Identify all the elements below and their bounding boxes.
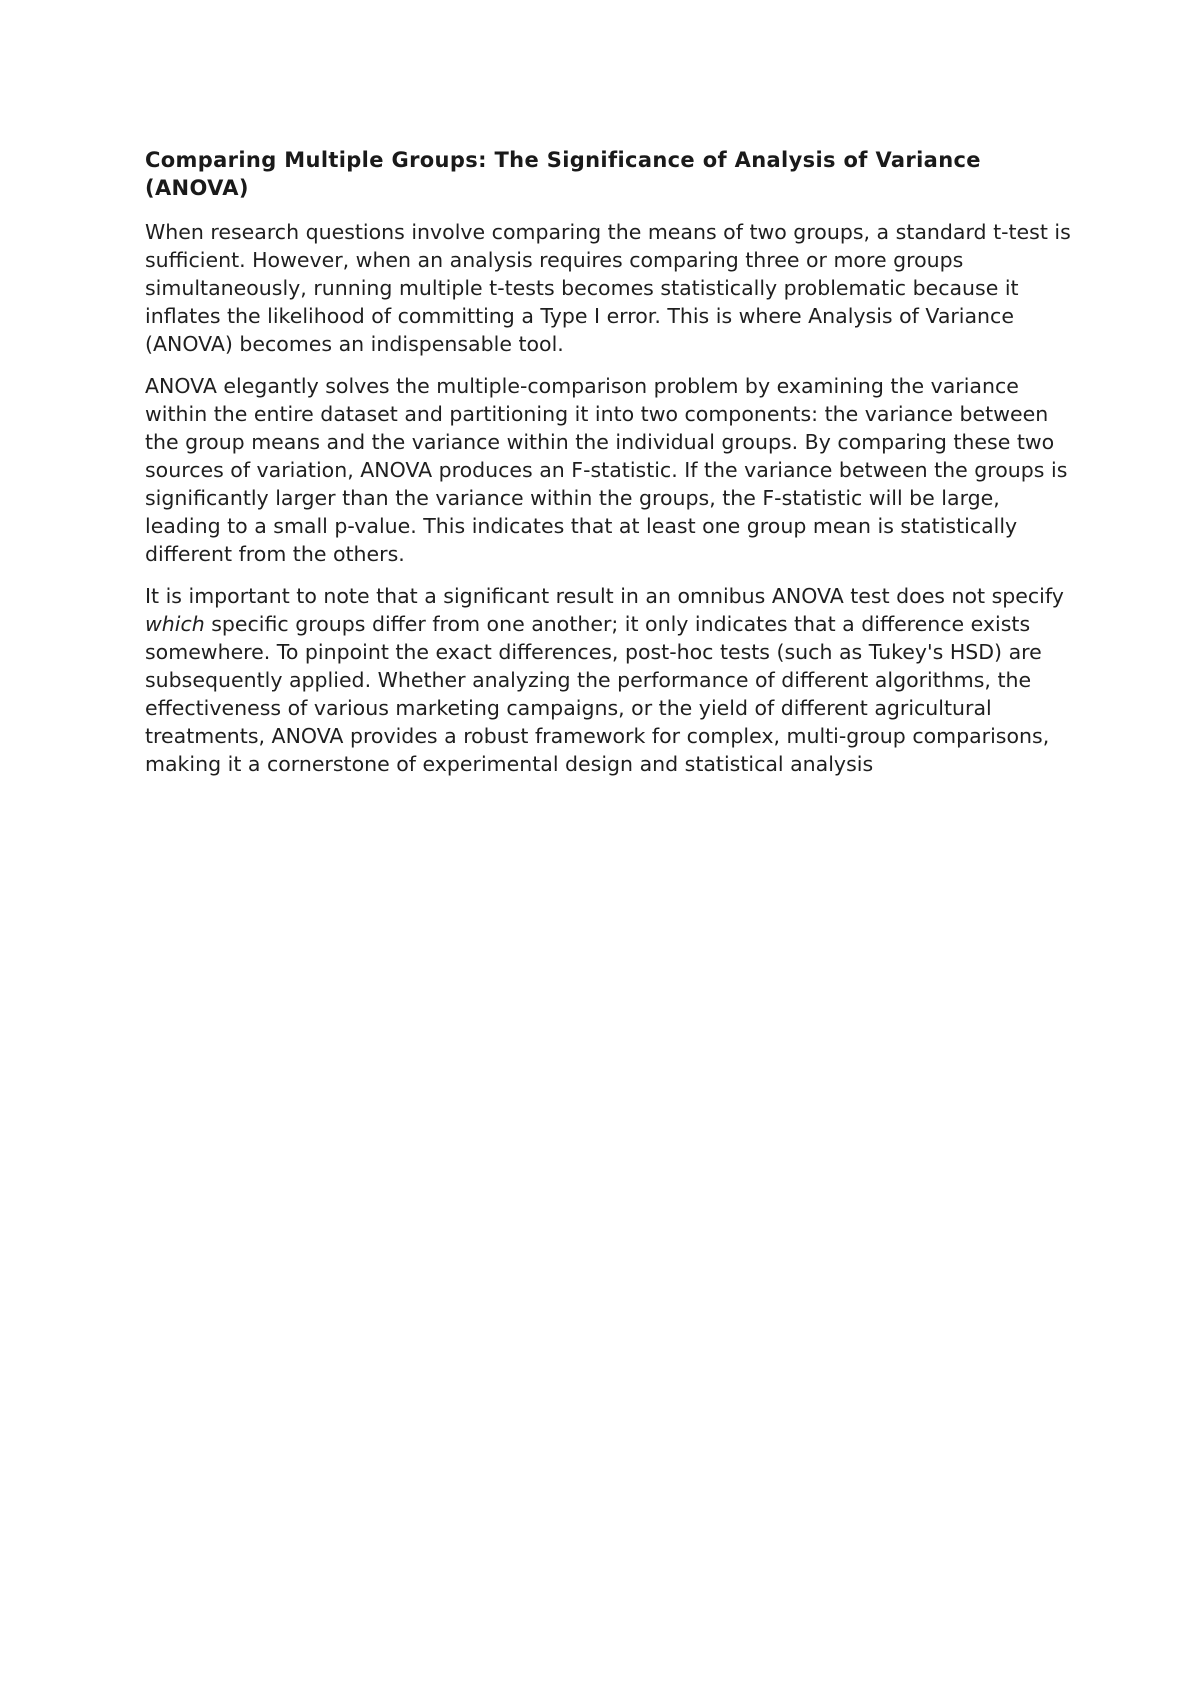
document-title: Comparing Multiple Groups: The Significance of Analysis of Variance (ANOVA) (145, 148, 981, 200)
paragraph-2: ANOVA elegantly solves the multiple-comparison problem by examining the variance within the entire dataset and partitioning it into two components: the variance between the group means and the variance within the individual groups. By comparing these two sources of variation, ANOVA produces an F-statistic. If the variance between the groups is significantly larger than the variance within the groups, the F-statistic will be large, leading to a small p-value. This indicates that at least one group mean is statistically different from the others. (145, 374, 1068, 566)
paragraph-3-after: specific groups differ from one another; it only indicates that a difference exists somewhere. To pinpoint the exact differences, post-hoc tests (such as Tukey's HSD) are subsequently applied. Whether analyzing the performance of different algorithms, the effectiveness of various marketing campaigns, or the yield of different agricultural treatments, ANOVA provides a robust framework for complex, multi-group comparisons, making it a cornerstone of experimental design and statistical analysis (145, 612, 1050, 776)
document-body (145, 146, 1075, 792)
paragraph-1: When research questions involve comparing the means of two groups, a standard t-test is sufficient. However, when an analysis requires comparing three or more groups simultaneously, running multiple t-tests becomes statistically problematic because it inflates the likelihood of committing a Type I error. This is where Analysis of Variance (ANOVA) becomes an indispensable tool. (145, 220, 1071, 356)
paragraph-3-before: It is important to note that a significant result in an omnibus ANOVA test does not specify (145, 584, 1064, 608)
paragraph-3-emphasis: which (145, 612, 205, 636)
paragraph-3 (145, 582, 1075, 778)
